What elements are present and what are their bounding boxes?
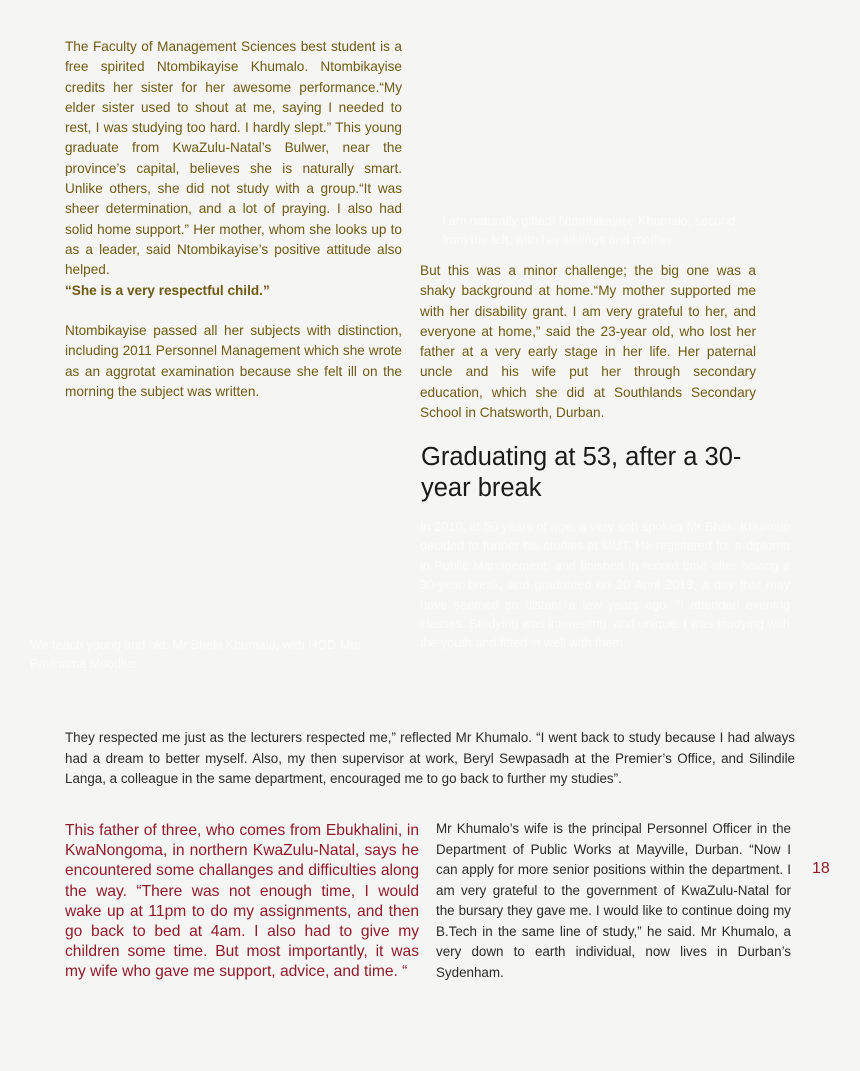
- full-width-paragraph: They respected me just as the lecturers respected me,” reflected Mr Khumalo. “I went back to study because I had always had a dream to better myself. Also, my then supervisor at work, Beryl Sewpasadh at the Premier’s Office, and Silindile Langa, a colleague in the same department, encouraged me to go back to further my studies”.: [65, 730, 795, 786]
- photo-caption: I am naturally gifted! Ntombikayise Khumalo, second from the left, with her siblings and mother: [442, 214, 736, 248]
- highlighted-quote: This father of three, who comes from Ebukhalini, in KwaNongoma, in northern KwaZulu-Natal, says he encountered some challanges and difficulties along the way. “There was not enough time, I would wake up at 11pm to do my assignments, and then go back to bed at 4am. I also had to give my children some time. But most importantly, it was my wife who gave me support, advice, and time. “: [65, 822, 419, 981]
- photo-caption-2: We teach young and old: Mr Bheki Khumalo, with HOD Mrs Pavinama Moodliar: [30, 638, 361, 672]
- faded-intro-paragraph: In 2010, at 50 years of age, a very soft spoken Mr Bheki Khumalo decided to further his studies at MUT. He registered for a diploma in Public Management, and finished in record time after having a 30-year break, and graduated on 20 April 2013, a day that may have seemed so distant a few years ago. “I attended evening classes. Studying was interesting, and unique. I was studying with the youth and fitted in well with them.: [420, 520, 790, 651]
- pull-quote: “She is a very respectful child.”: [65, 283, 270, 298]
- page-number: 18: [812, 860, 830, 877]
- article-intro-paragraph: The Faculty of Management Sciences best student is a free spirited Ntombikayise Khumalo. Ntombikayise credits her sister for her awesome performance.“My elder sister used to shout at me, saying I needed to rest, I was studying too hard. I hardly slept.” This young graduate from KwaZulu-Natal’s Bulwer, near the province’s capital, believes she is naturally smart. Unlike others, she did not study with a group.“It was sheer determination, and a lot of praying. I also had solid home support.” Her mother, whom she looks up to as a leader, said Ntombikayise’s positive attitude also helped.: [65, 39, 402, 278]
- closing-paragraph: Mr Khumalo’s wife is the principal Personnel Officer in the Department of Public Works at Mayville, Durban. “Now I can apply for more senior positions within the department. I am very grateful to the government of KwaZulu-Natal for the bursary they gave me. I would like to continue doing my B.Tech in the same line of study,” he said. Mr Khumalo, a very down to earth individual, now lives in Durban’s Sydenham.: [436, 821, 791, 980]
- article-paragraph-continued: But this was a minor challenge; the big one was a shaky background at home.“My mother supported me with her disability grant. I am very grateful to her, and everyone at home,” said the 23-year old, who lost her father at a very early stage in her life. Her paternal uncle and his wife put her through secondary education, which she did at Southlands Secondary School in Chatsworth, Durban.: [420, 263, 756, 421]
- section-headline: Graduating at 53, after a 30-year break: [421, 443, 742, 502]
- article-paragraph: Ntombikayise passed all her subjects with distinction, including 2011 Personnel Management which she wrote as an aggrotat examination because she felt ill on the morning the subject was written.: [65, 323, 402, 399]
